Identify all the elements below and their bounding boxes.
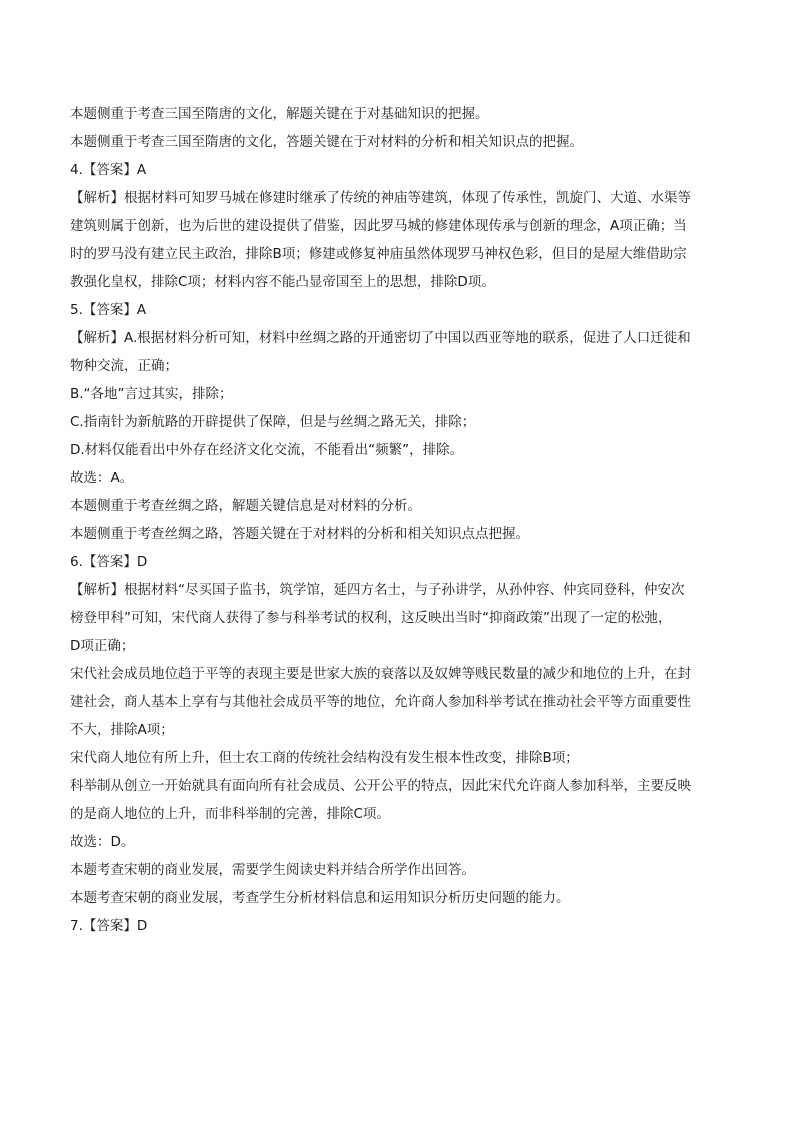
text-line: 榜登甲科”可知，宋代商人获得了参与科举考试的权利，这反映出当时“抑商政策”出现了一定的松弛， (70, 610, 672, 626)
text-line: 本题侧重于考查三国至隋唐的文化，答题关键在于对材料的分析和相关知识点的把握。 (70, 134, 583, 150)
text-line: 【解析】A.根据材料分析可知，材料中丝绸之路的开通密切了中国以西亚等地的联系，促进了人口迁徙和 (70, 330, 691, 346)
text-line: 故选：A。 (70, 470, 134, 486)
text-line: 本题考查宋朝的商业发展，考查学生分析材料信息和运用知识分析历史问题的能力。 (70, 890, 570, 906)
text-line: 宋代社会成员地位趋于平等的表现主要是世家大族的衰落以及奴婢等贱民数量的减少和地位的上升，在封 (70, 666, 691, 682)
text-line: 本题考查宋朝的商业发展，需要学生阅读史料并结合所学作出回答。 (70, 862, 475, 878)
text-line: D.材料仅能看出中外存在经济文化交流，不能看出“频繁”，排除。 (70, 442, 464, 458)
text-line: 本题侧重于考查丝绸之路，答题关键在于对材料的分析和相关知识点点把握。 (70, 526, 529, 542)
answer-heading-4: 4.【答案】A (70, 162, 147, 178)
text-line: 时的罗马没有建立民主政治，排除B项；修建或修复神庙虽然体现罗马神权色彩，但目的是屋大维借助宗 (70, 246, 687, 262)
text-line: 【解析】根据材料“尽买国子监书，筑学馆，延四方名士，与子孙讲学，从孙仲容、仲宾同登科，仲安次 (70, 582, 685, 598)
text-line: 建筑则属于创新，也为后世的建设提供了借鉴，因此罗马城的修建体现传承与创新的理念，A项正确；当 (70, 218, 687, 234)
text-line: 宋代商人地位有所上升，但士农工商的传统社会结构没有发生根本性改变，排除B项； (70, 750, 579, 766)
answer-heading-7: 7.【答案】D (70, 918, 148, 934)
text-line: 科举制从创立一开始就具有面向所有社会成员、公开公平的特点，因此宋代允许商人参加科举，主要反映 (70, 778, 691, 794)
text-line: 建社会，商人基本上享有与其他社会成员平等的地位，允许商人参加科举考试在推动社会平等方面重要性 (70, 694, 691, 710)
document-page (70, 100, 722, 940)
answer-heading-6: 6.【答案】D (70, 554, 148, 570)
text-line: C.指南针为新航路的开辟提供了保障，但是与丝绸之路无关，排除； (70, 414, 476, 430)
text-line: 不大，排除A项； (70, 722, 174, 738)
text-line: 本题侧重于考查三国至隋唐的文化，解题关键在于对基础知识的把握。 (70, 106, 489, 122)
text-line: D项正确； (70, 638, 135, 654)
text-line: 物种交流，正确； (70, 358, 178, 374)
answer-heading-5: 5.【答案】A (70, 302, 147, 318)
text-line: 【解析】根据材料可知罗马城在修建时继承了传统的神庙等建筑，体现了传承性，凯旋门、大道、水渠等 (70, 190, 691, 206)
text-line: 的是商人地位的上升，而非科举制的完善，排除C项。 (70, 806, 390, 822)
text-line: 故选：D。 (70, 834, 135, 850)
text-line: B.“各地”言过其实，排除； (70, 386, 233, 402)
text-line: 教强化皇权，排除C项；材料内容不能凸显帝国至上的思想，排除D项。 (70, 274, 495, 290)
text-line: 本题侧重于考查丝绸之路，解题关键信息是对材料的分析。 (70, 498, 421, 514)
